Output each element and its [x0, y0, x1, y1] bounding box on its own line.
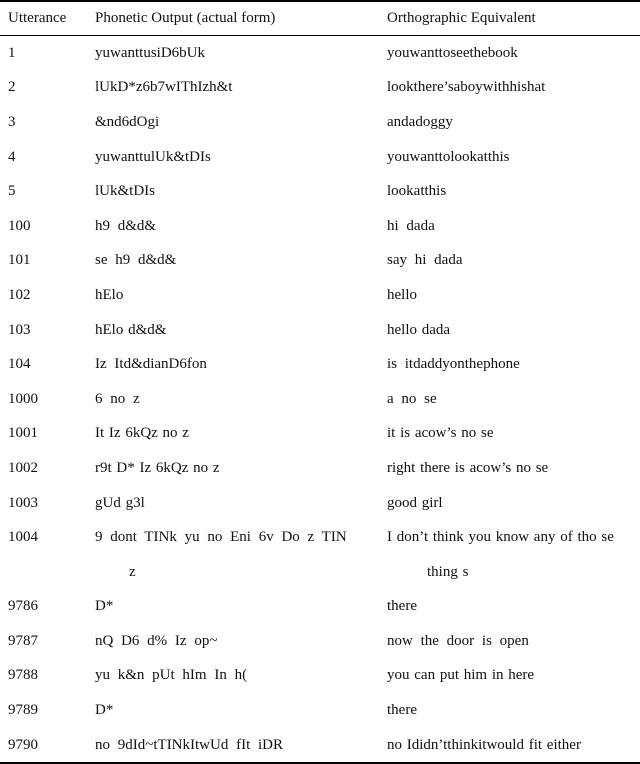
- table-row: [0, 209, 640, 244]
- table-row: [0, 278, 640, 313]
- table-row: [0, 36, 640, 71]
- phonetic-output: gUd g3l: [95, 494, 145, 511]
- orthographic-equivalent: I don’t think you know any of tho se: [387, 529, 614, 546]
- phonetic-output: yu k&n pUt hIm In h(: [95, 667, 248, 684]
- phonetic-output: Iz Itd&dianD6fon: [95, 356, 207, 373]
- orthographic-equivalent: no Ididn’tthinkitwould fit either: [387, 736, 581, 753]
- utterance-number: [0, 555, 87, 590]
- orthographic-equivalent: you can put him in here: [387, 667, 535, 684]
- orthographic-equivalent: hello: [387, 286, 417, 303]
- orthographic-equivalent: hi dada: [387, 217, 435, 234]
- orthographic-equivalent: now the door is open: [387, 632, 529, 649]
- utterance-number: 3: [8, 113, 16, 130]
- phonetic-output: &nd6dOgi: [95, 113, 160, 130]
- utterance-number: 100: [8, 217, 31, 234]
- table-row: [0, 451, 640, 486]
- phonetic-output: yuwanttulUk&tDIs: [95, 148, 211, 165]
- table-row: [0, 659, 640, 694]
- phonetic-output: h9 d&d&: [95, 217, 157, 234]
- phonetic-output: no 9dId~tTINkItwUd fIt iDR: [95, 736, 284, 753]
- utterance-number: 1000: [8, 390, 38, 407]
- phonetic-output: r9t D* Iz 6kQz no z: [95, 459, 220, 476]
- table-row: [0, 313, 640, 348]
- utterance-number: 4: [8, 148, 16, 165]
- table-row: [0, 140, 640, 175]
- phonetic-output: 9 dont TINk yu no Eni 6v Do z TIN: [95, 529, 347, 546]
- utterance-number: 9787: [8, 632, 38, 649]
- utterance-number: 1001: [8, 425, 38, 442]
- phonetic-output: It Iz 6kQz no z: [95, 425, 189, 442]
- phonetic-output: hElo: [95, 286, 124, 303]
- utterance-number: 1004: [8, 529, 38, 546]
- orthographic-equivalent: it is acow’s no se: [387, 425, 494, 442]
- orthographic-equivalent: hello dada: [387, 321, 451, 338]
- utterance-number: 9789: [8, 702, 38, 719]
- utterance-number: 102: [8, 286, 31, 303]
- utterance-number: 1002: [8, 459, 38, 476]
- utterance-number: 104: [8, 356, 31, 373]
- table-row: [0, 520, 640, 555]
- utterance-number: 9788: [8, 667, 38, 684]
- table-row: [0, 174, 640, 209]
- orthographic-equivalent: thing s: [427, 563, 469, 580]
- utterance-number: 103: [8, 321, 31, 338]
- table-row: [0, 486, 640, 521]
- utterance-number: 1: [8, 44, 16, 61]
- table-row-continuation: [0, 555, 640, 590]
- utterance-number: 9790: [8, 736, 38, 753]
- table-row: [0, 590, 640, 625]
- table-row: [0, 382, 640, 417]
- table-row: [0, 728, 640, 764]
- orthographic-equivalent: andadoggy: [387, 113, 453, 130]
- table-row: [0, 71, 640, 106]
- utterance-number: 2: [8, 79, 16, 96]
- phonetic-output: hElo d&d&: [95, 321, 167, 338]
- header-phonetic-output: Phonetic Output (actual form): [95, 10, 276, 26]
- orthographic-equivalent: youwanttolookatthis: [387, 148, 510, 165]
- phonetic-output: nQ D6 d% Iz op~: [95, 632, 218, 649]
- header-row: [0, 1, 640, 36]
- phonetic-output: D*: [95, 598, 114, 615]
- orthographic-equivalent: right there is acow’s no se: [387, 459, 549, 476]
- table-row: [0, 417, 640, 452]
- orthographic-equivalent: there: [387, 598, 417, 615]
- phonetic-output: lUkD*z6b7wIThIzh&t: [95, 79, 233, 96]
- table-header: [0, 1, 640, 36]
- utterance-number: 1003: [8, 494, 38, 511]
- phonetic-output: D*: [95, 702, 114, 719]
- table-row: [0, 624, 640, 659]
- orthographic-equivalent: lookthere’saboywithhishat: [387, 79, 546, 96]
- orthographic-equivalent: there: [387, 702, 417, 719]
- table-body: [0, 36, 640, 764]
- table-row: [0, 347, 640, 382]
- phonetic-output: yuwanttusiD6bUk: [95, 44, 205, 61]
- header-orthographic-equivalent: Orthographic Equivalent: [387, 10, 536, 26]
- phonetic-output: 6 no z: [95, 390, 140, 407]
- utterance-number: 101: [8, 252, 31, 269]
- table-row: [0, 244, 640, 279]
- table-row: [0, 693, 640, 728]
- orthographic-equivalent: youwanttoseethebook: [387, 44, 518, 61]
- header-utterance: Utterance: [8, 10, 67, 26]
- orthographic-equivalent: lookatthis: [387, 183, 447, 200]
- orthographic-equivalent: good girl: [387, 494, 443, 511]
- phonetic-output: z: [129, 563, 136, 580]
- phonetic-output: lUk&tDIs: [95, 183, 155, 200]
- phonetic-output: se h9 d&d&: [95, 252, 177, 269]
- orthographic-equivalent: is itdaddyonthephone: [387, 356, 520, 373]
- utterance-number: 9786: [8, 598, 38, 615]
- utterance-number: 5: [8, 183, 16, 200]
- table-row: [0, 105, 640, 140]
- orthographic-equivalent: say hi dada: [387, 252, 463, 269]
- orthographic-equivalent: a no se: [387, 390, 437, 407]
